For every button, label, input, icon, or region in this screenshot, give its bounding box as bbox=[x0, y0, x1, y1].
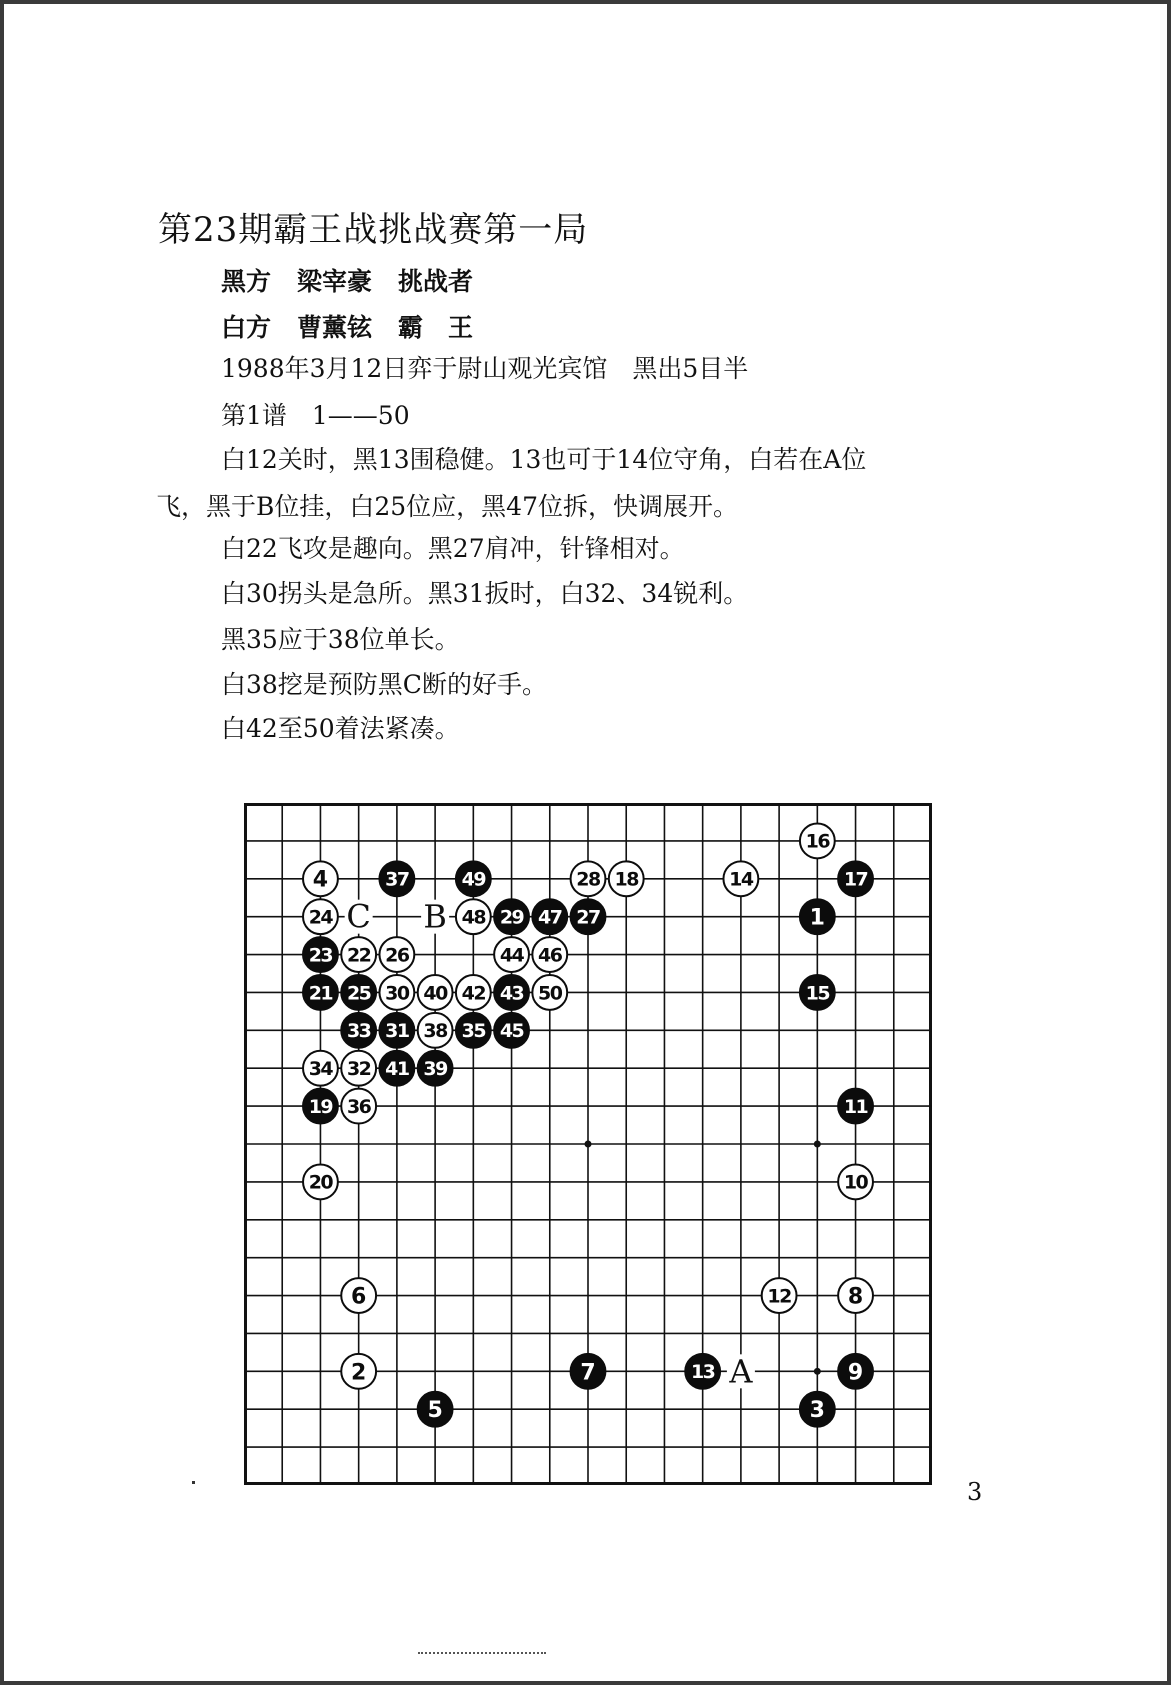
white-stone-34 bbox=[303, 1051, 338, 1086]
stone-move-number: 11 bbox=[843, 1095, 868, 1118]
white-player-line bbox=[221, 308, 473, 344]
stone-move-number: 24 bbox=[308, 906, 333, 929]
black-stone-29 bbox=[494, 899, 529, 934]
stone-move-number: 34 bbox=[308, 1058, 333, 1081]
white-label: 白方 bbox=[221, 313, 272, 342]
diagram-section-label: 第1谱 1——50 bbox=[221, 401, 410, 430]
black-stone-17 bbox=[838, 861, 873, 896]
black-stone-39 bbox=[418, 1051, 453, 1086]
stone-move-number: 49 bbox=[461, 868, 486, 891]
stone-move-number: 31 bbox=[385, 1020, 409, 1043]
stone-move-number: 1 bbox=[809, 905, 825, 931]
black-stone-47 bbox=[532, 899, 567, 934]
white-stone-28 bbox=[571, 861, 606, 896]
white-stone-6 bbox=[341, 1278, 376, 1313]
commentary-line: 白42至50着法紧凑。 bbox=[221, 714, 460, 743]
black-stone-41 bbox=[379, 1051, 414, 1086]
white-stone-26 bbox=[379, 937, 414, 972]
black-player-line bbox=[221, 262, 473, 298]
white-stone-32 bbox=[341, 1051, 376, 1086]
stone-move-number: 21 bbox=[308, 982, 333, 1005]
black-player-role: 挑战者 bbox=[398, 267, 474, 296]
stone-move-number: 41 bbox=[385, 1058, 409, 1081]
white-stone-38 bbox=[418, 1013, 453, 1048]
white-stone-10 bbox=[838, 1164, 873, 1199]
stone-move-number: 4 bbox=[312, 867, 329, 893]
black-stone-37 bbox=[379, 861, 414, 896]
stone-move-number: 7 bbox=[580, 1360, 596, 1386]
stone-move-number: 33 bbox=[346, 1020, 371, 1043]
black-stone-23 bbox=[303, 937, 338, 972]
black-stone-45 bbox=[494, 1013, 529, 1048]
white-stone-16 bbox=[800, 823, 835, 858]
stone-move-number: 44 bbox=[499, 944, 524, 967]
black-stone-25 bbox=[341, 975, 376, 1010]
stone-move-number: 37 bbox=[385, 868, 409, 891]
white-stone-30 bbox=[379, 975, 414, 1010]
stone-move-number: 30 bbox=[385, 982, 409, 1005]
stone-move-number: 43 bbox=[499, 982, 524, 1005]
stone-move-number: 45 bbox=[499, 1020, 524, 1043]
black-stone-31 bbox=[379, 1013, 414, 1048]
commentary-line: 白38挖是预防黑C断的好手。 bbox=[221, 670, 547, 699]
black-player-name: 梁宰豪 bbox=[297, 267, 373, 296]
white-stone-50 bbox=[532, 975, 567, 1010]
stone-move-number: 12 bbox=[767, 1285, 791, 1308]
white-stone-36 bbox=[341, 1089, 376, 1124]
stone-move-number: 14 bbox=[729, 868, 753, 891]
stone-move-number: 5 bbox=[427, 1398, 443, 1424]
stone-move-number: 25 bbox=[346, 982, 371, 1005]
stone-move-number: 47 bbox=[538, 906, 562, 929]
black-stone-15 bbox=[800, 975, 835, 1010]
stone-move-number: 17 bbox=[843, 868, 868, 891]
stone-move-number: 18 bbox=[614, 868, 638, 891]
black-stone-5 bbox=[418, 1392, 453, 1427]
stone-move-number: 13 bbox=[690, 1361, 715, 1384]
page-number: 3 bbox=[967, 1478, 983, 1506]
white-stone-24 bbox=[303, 899, 338, 934]
stone-move-number: 27 bbox=[576, 906, 600, 929]
stone-move-number: 40 bbox=[423, 982, 447, 1005]
black-stone-49 bbox=[456, 861, 491, 896]
stone-move-number: 28 bbox=[576, 868, 600, 891]
stone-move-number: 10 bbox=[843, 1171, 868, 1194]
stone-move-number: 8 bbox=[847, 1284, 864, 1310]
star-point bbox=[585, 1141, 592, 1148]
board-label-c: C bbox=[346, 897, 371, 936]
stone-move-number: 15 bbox=[805, 982, 830, 1005]
black-stone-33 bbox=[341, 1013, 376, 1048]
stone-move-number: 50 bbox=[538, 982, 562, 1005]
white-stone-42 bbox=[456, 975, 491, 1010]
black-stone-19 bbox=[303, 1089, 338, 1124]
white-stone-22 bbox=[341, 937, 376, 972]
white-stone-14 bbox=[723, 861, 758, 896]
white-stone-4 bbox=[303, 861, 338, 896]
stone-move-number: 20 bbox=[308, 1171, 333, 1194]
stone-move-number: 16 bbox=[805, 830, 830, 853]
white-stone-46 bbox=[532, 937, 567, 972]
go-board-diagram bbox=[244, 803, 932, 1485]
black-stone-21 bbox=[303, 975, 338, 1010]
star-point bbox=[814, 1141, 821, 1148]
board-label-b: B bbox=[423, 897, 447, 936]
stone-move-number: 42 bbox=[461, 982, 486, 1005]
white-stone-8 bbox=[838, 1278, 873, 1313]
stone-move-number: 48 bbox=[461, 906, 486, 929]
board-label-a: A bbox=[729, 1352, 753, 1391]
stone-move-number: 36 bbox=[346, 1095, 371, 1118]
white-stone-40 bbox=[418, 975, 453, 1010]
white-stone-20 bbox=[303, 1164, 338, 1199]
stone-move-number: 26 bbox=[385, 944, 409, 967]
black-stone-35 bbox=[456, 1013, 491, 1048]
white-stone-12 bbox=[762, 1278, 797, 1313]
white-stone-44 bbox=[494, 937, 529, 972]
white-stone-48 bbox=[456, 899, 491, 934]
commentary-line: 白22飞攻是趣向。黑27肩冲，针锋相对。 bbox=[221, 534, 685, 563]
stone-move-number: 29 bbox=[499, 906, 524, 929]
stone-move-number: 2 bbox=[351, 1360, 367, 1386]
stone-move-number: 35 bbox=[461, 1020, 486, 1043]
black-stone-27 bbox=[571, 899, 606, 934]
stone-move-number: 32 bbox=[346, 1058, 371, 1081]
commentary-line: 白30拐头是急所。黑31扳时，白32、34锐利。 bbox=[221, 579, 749, 608]
scan-mark bbox=[418, 1652, 546, 1656]
commentary-line: 飞，黑于B位挂，白25位应，黑47位拆，快调展开。 bbox=[156, 492, 738, 521]
white-stone-18 bbox=[609, 861, 644, 896]
stone-move-number: 46 bbox=[538, 944, 562, 967]
black-stone-7 bbox=[571, 1354, 606, 1389]
black-label: 黑方 bbox=[221, 267, 272, 296]
stone-move-number: 23 bbox=[308, 944, 333, 967]
game-title: 第23期霸王战挑战赛第一局 bbox=[158, 210, 589, 250]
stone-move-number: 3 bbox=[809, 1398, 825, 1424]
black-stone-3 bbox=[800, 1392, 835, 1427]
white-player-role: 霸 王 bbox=[398, 313, 474, 342]
white-player-name: 曹薰铉 bbox=[297, 313, 373, 342]
stone-move-number: 9 bbox=[847, 1360, 864, 1386]
star-point bbox=[814, 1368, 821, 1375]
black-stone-13 bbox=[685, 1354, 720, 1389]
stone-move-number: 6 bbox=[351, 1284, 367, 1310]
black-stone-9 bbox=[838, 1354, 873, 1389]
stone-move-number: 39 bbox=[423, 1058, 447, 1081]
scan-speck bbox=[192, 1481, 195, 1484]
commentary-line: 黑35应于38位单长。 bbox=[221, 625, 460, 654]
black-stone-1 bbox=[800, 899, 835, 934]
stone-move-number: 38 bbox=[423, 1020, 447, 1043]
stone-move-number: 19 bbox=[308, 1095, 333, 1118]
white-stone-2 bbox=[341, 1354, 376, 1389]
black-stone-43 bbox=[494, 975, 529, 1010]
commentary-line: 白12关时，黑13围稳健。13也可于14位守角，白若在A位 bbox=[221, 445, 867, 474]
black-stone-11 bbox=[838, 1089, 873, 1124]
stone-move-number: 22 bbox=[346, 944, 371, 967]
date-venue-line: 1988年3月12日弈于尉山观光宾馆 黑出5目半 bbox=[221, 354, 749, 383]
